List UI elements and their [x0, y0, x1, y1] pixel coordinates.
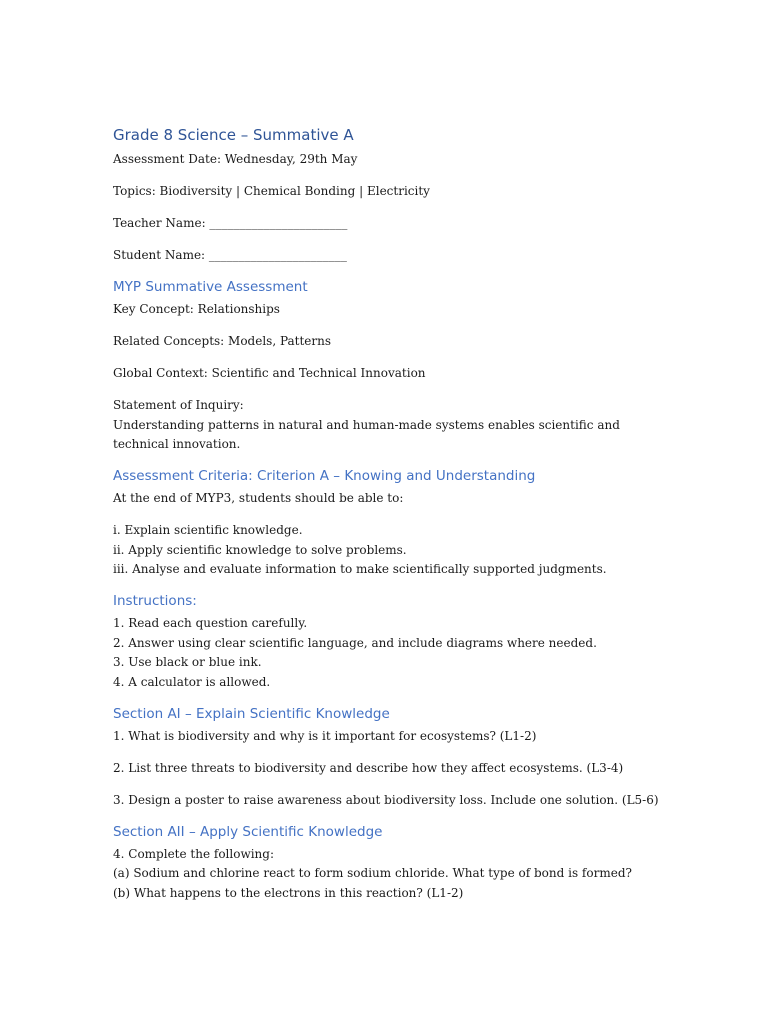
related-concepts: Related Concepts: Models, Patterns: [113, 334, 332, 348]
inquiry-label: Statement of Inquiry:: [113, 398, 244, 412]
myp-heading: MYP Summative Assessment: [113, 279, 308, 295]
instruction-item: 2. Answer using clear scientific language, and include diagrams where needed.: [113, 635, 597, 650]
global-context: Global Context: Scientific and Technical Innovation: [113, 366, 426, 380]
question-item: 1. What is biodiversity and why is it important for ecosystems? (L1-2): [113, 728, 537, 743]
question-item: (b) What happens to the electrons in this reaction? (L1-2): [113, 885, 464, 900]
criteria-item: ii. Apply scientific knowledge to solve problems.: [113, 542, 407, 557]
question-item: 3. Design a poster to raise awareness about biodiversity loss. Include one solution. (L5-6): [113, 792, 659, 807]
section-ai-heading: Section AI – Explain Scientific Knowledge: [113, 705, 390, 722]
section-aii-heading: Section AII – Apply Scientific Knowledge: [113, 823, 383, 840]
question-item: 2. List three threats to biodiversity and describe how they affect ecosystems. (L3-4): [113, 760, 624, 775]
document-page: [113, 125, 673, 916]
teacher-name-field: Teacher Name: _______________________: [113, 216, 348, 230]
inquiry-line: technical innovation.: [113, 437, 241, 451]
inquiry-line: Understanding patterns in natural and human-made systems enables scientific and: [113, 417, 620, 432]
key-concept: Key Concept: Relationships: [113, 302, 280, 316]
criteria-item: i. Explain scientific knowledge.: [113, 523, 303, 537]
instruction-item: 1. Read each question carefully.: [113, 616, 308, 630]
instructions-heading: Instructions:: [113, 593, 197, 609]
criteria-list: [113, 521, 673, 580]
question-item: (a) Sodium and chlorine react to form sodium chloride. What type of bond is formed?: [113, 866, 632, 880]
student-name-field: Student Name: _______________________: [113, 248, 347, 262]
criteria-heading: Assessment Criteria: Criterion A – Knowing and Understanding: [113, 468, 536, 484]
section-aii-question: [113, 845, 673, 904]
assessment-date: Assessment Date: Wednesday, 29th May: [113, 152, 358, 166]
criteria-intro: At the end of MYP3, students should be able to:: [113, 491, 404, 505]
instruction-item: 4. A calculator is allowed.: [113, 674, 271, 689]
criteria-item: iii. Analyse and evaluate information to make scientifically supported judgments.: [113, 562, 607, 576]
question-item: 4. Complete the following:: [113, 846, 275, 861]
statement-of-inquiry: [113, 396, 673, 455]
instructions-list: [113, 614, 673, 692]
topics: Topics: Biodiversity | Chemical Bonding | Electricity: [113, 184, 430, 198]
document-title: Grade 8 Science – Summative A: [113, 126, 354, 144]
instruction-item: 3. Use black or blue ink.: [113, 655, 262, 669]
